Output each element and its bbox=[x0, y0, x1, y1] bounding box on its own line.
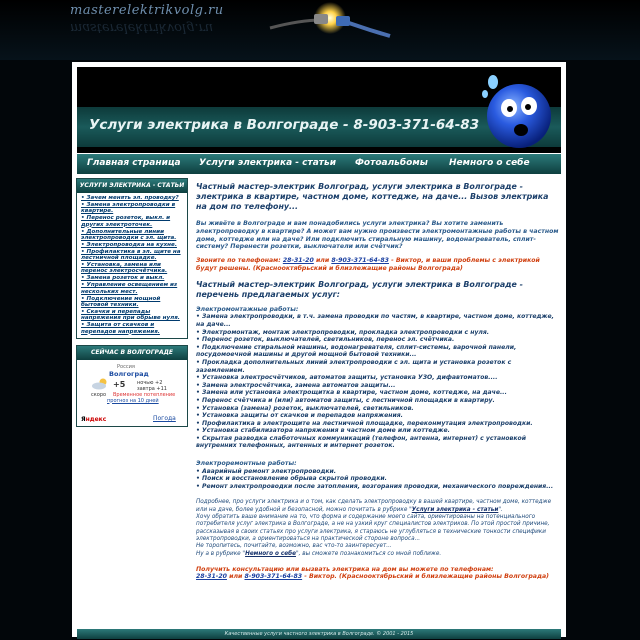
weather-warning: Временное потепление bbox=[113, 391, 176, 398]
list-item: • Аварийный ремонт электропроводки. bbox=[196, 468, 560, 476]
list-item: • Замена электропроводки, в т.ч. замена проводки по частям, в квартире, частном доме, коттедже, на даче... bbox=[196, 313, 560, 328]
sidebar-article-link[interactable]: • Управление освещением из нескольких мест. bbox=[81, 282, 184, 295]
page-container bbox=[72, 62, 566, 637]
weather-forecast-link[interactable]: прогноз на 10 дней bbox=[107, 397, 159, 404]
nav-articles[interactable]: Услуги электрика - статьи bbox=[199, 158, 336, 168]
list-item: • Установка (замена) розеток, выключателей, светильников. bbox=[196, 405, 560, 413]
list-item: • Ремонт электропроводки после затопления, возгорания проводки, механического повреждения... bbox=[196, 483, 560, 491]
list-item: • Скрытая разводка слаботочных коммуникаций (телефон, антенна, интернет) с установкой внутренних телефонных, антенных и интернет розеток. bbox=[196, 435, 560, 450]
sidebar-article-link[interactable]: • Установка, замена или перенос электросчётчика. bbox=[81, 262, 184, 275]
site-logo[interactable]: masterelektrikvolg.ru bbox=[70, 3, 224, 18]
call-or: или bbox=[313, 257, 332, 265]
body3-text: Не торопитесь, почитайте, возможно, вас что-то заинтересует... bbox=[196, 543, 392, 550]
top-banner bbox=[0, 0, 640, 60]
weather-country: Россия bbox=[117, 363, 135, 370]
final-suffix: - Виктор. (Краснооктябрьский и близлежащие районы Волгограда) bbox=[302, 573, 549, 581]
list-item: • Замена электросчётчика, замена автоматов защиты... bbox=[196, 382, 560, 390]
call-suffix: - Виктор, и ваши проблемы с электрикой будут решены. (Краснооктябрьский и близлежащие районы Волгограда) bbox=[196, 257, 540, 272]
call-prefix: Звоните по телефонам: bbox=[196, 257, 283, 265]
sidebar-article-link[interactable]: • Замена розеток и выкл. bbox=[81, 275, 184, 281]
weather-link[interactable]: Погода bbox=[153, 414, 176, 422]
sidebar-article-link[interactable]: • Защита от скачков и перепадов напряжения. bbox=[81, 322, 184, 335]
body-paragraph bbox=[196, 499, 560, 557]
body1-text: Подробнее, про услуги электрика и о том, как сделать электропроводку в вашей квартире, частном доме, коттедже или на даче, более удобной и безопасной, можно почитать в рубрике " bbox=[196, 499, 552, 513]
list-item: • Подключение стиральной машины, водонагревателя, сплит-системы, варочной панели, посудомоечной машины и другой мощной бытовой техники... bbox=[196, 344, 560, 359]
list-item: • Прокладка дополнительных линий электропроводки с эл. щита и установка розеток с заземлением. bbox=[196, 359, 560, 374]
sidebar-article-link[interactable]: • Электропроводка на кухне. bbox=[81, 242, 184, 248]
main-content bbox=[196, 182, 560, 581]
cloud-sun-icon bbox=[91, 378, 109, 390]
weather-city: Волгоград bbox=[109, 369, 149, 378]
install-title: Электромонтажные работы: bbox=[196, 305, 299, 313]
body2-text: Хочу обратить ваше внимание на то, что форма и содержание моего сайта, ориентированы на потенциального потребителя услуг электрика в Волгограде, а не на узкий круг специалистов электриков. По этой простой причине, рассказывая в своих статьях про услуги электрика, я стараюсь не углубляться в технические тонкости специфики электропроводки, а ориентироваться на практической стороне вопроса... bbox=[196, 514, 550, 542]
final-phone-1[interactable]: 28-31-20 bbox=[196, 573, 227, 581]
list-item: • Установка стабилизатора напряжения в частном доме или коттедже. bbox=[196, 427, 560, 435]
surprised-smiley-icon bbox=[477, 72, 557, 152]
nav-home[interactable]: Главная страница bbox=[87, 158, 181, 168]
weather-temp: +5 bbox=[113, 379, 126, 389]
footer: Качественные услуги частного электрика в Волгограде. © 2001 - 2015 bbox=[77, 629, 561, 639]
electric-plug-icon bbox=[250, 0, 400, 50]
sidebar-article-link[interactable]: • Замена электропроводки в квартире. bbox=[81, 202, 184, 215]
weather-soon: скоро bbox=[91, 391, 107, 398]
list-item: • Замена или установка электрощитка в квартире, частном доме, коттедже, на даче... bbox=[196, 389, 560, 397]
call-to-action bbox=[196, 257, 560, 273]
weather-tomorrow: завтра +11 bbox=[137, 385, 167, 392]
nav-about[interactable]: Немного о себе bbox=[449, 158, 530, 168]
list-item: • Перенос счётчика и (или) автоматов защиты, с лестничной площадки в квартиру. bbox=[196, 397, 560, 405]
weather-night: ночью +2 bbox=[137, 379, 163, 386]
sidebar bbox=[76, 178, 188, 433]
list-item: • Перенос розеток, выключателей, светильников, перенос эл. счётчика. bbox=[196, 336, 560, 344]
articles-link[interactable]: Услуги электрика - статьи bbox=[411, 506, 499, 513]
phone-link-2[interactable]: 8-903-371-64-83 bbox=[331, 257, 389, 265]
hero-banner bbox=[77, 67, 561, 153]
sidebar-article-link[interactable]: • Подключение мощной бытовой техники. bbox=[81, 296, 184, 309]
final-or: или bbox=[226, 573, 245, 581]
content-heading: Частный мастер-электрик Волгоград, услуги электрика в Волгограде - электрика в квартире, частном доме, коттедже, на даче... Вызов электрика на дом по телефону... bbox=[196, 182, 549, 211]
sidebar-article-link[interactable]: • Перенос розеток, выкл. и других электроточек. bbox=[81, 215, 184, 228]
weather-block-title: СЕЙЧАС В ВОЛГОГРАДЕ bbox=[77, 346, 187, 360]
nav-photoalbums[interactable]: Фотоальбомы bbox=[355, 158, 428, 168]
weather-block bbox=[76, 345, 188, 427]
services-heading: Частный мастер-электрик Волгоград, услуги электрика в Волгограде - перечень предлагаемых услуг: bbox=[196, 279, 523, 299]
final-call bbox=[196, 566, 560, 581]
articles-block bbox=[76, 178, 188, 339]
sidebar-article-link[interactable]: • Скачки и перепады напряжения при обрыве нуля. bbox=[81, 309, 184, 322]
yandex-logo[interactable]: Яндекс bbox=[81, 415, 107, 423]
sidebar-article-link[interactable]: • Профилактика в эл. щите на лестничной площадке. bbox=[81, 249, 184, 262]
about-link[interactable]: Немного о себе bbox=[245, 550, 296, 557]
final-phone-2[interactable]: 8-903-371-64-83 bbox=[244, 573, 303, 581]
list-item: • Установка электросчётчиков, автоматов защиты, установка УЗО, дифавтоматов.... bbox=[196, 374, 560, 382]
weather-widget[interactable] bbox=[77, 360, 187, 426]
list-item: • Поиск и восстановление обрыва скрытой проводки. bbox=[196, 475, 560, 483]
list-item: • Профилактика в электрощите на лестничной площадке, переконмутация электропроводки. bbox=[196, 420, 560, 428]
site-logo-reflection: masterelektrikvolg.ru bbox=[70, 20, 214, 35]
body4-suffix: ", вы сможете познакомиться со мной поближе. bbox=[295, 550, 442, 557]
page-title: Услуги электрика в Волгограде - 8-903-371-64-83 bbox=[89, 117, 480, 133]
body1-end: ". bbox=[498, 506, 503, 513]
main-nav bbox=[77, 154, 561, 174]
repair-list bbox=[196, 468, 560, 491]
articles-block-title: УСЛУГИ ЭЛЕКТРИКА - СТАТЬИ bbox=[77, 179, 187, 193]
sidebar-article-link[interactable]: • Зачем менять эл. проводку? bbox=[81, 195, 184, 201]
install-list bbox=[196, 313, 560, 450]
sidebar-article-link[interactable]: • Дополнительные линии электропроводки с эл. щита. bbox=[81, 229, 184, 242]
body4-prefix: Ну а в рубрике " bbox=[196, 550, 246, 557]
phone-link-1[interactable]: 28-31-20 bbox=[282, 257, 314, 265]
repair-title: Электроремонтные работы: bbox=[196, 460, 297, 468]
articles-list bbox=[77, 193, 187, 338]
list-item: • Установка защиты от скачков и перепадов напряжения. bbox=[196, 412, 560, 420]
list-item: • Электромонтаж, монтаж электропроводки, прокладка электропроводки с нуля. bbox=[196, 329, 560, 337]
intro-question: Вы живёте в Волгограде и вам понадобились услуги электрика? Вы хотите заменить электропроводку в квартире? А может вам нужно произвести электромонтажные работы в частном доме, коттедже или на даче? Или подключить стиральную машину, водонагреватель, сплит-систему? Перенести розетки, выключатели или счётчик? bbox=[196, 220, 559, 251]
final-line: Получить консультацию или вызвать электрика на дом вы можете по телефонам: bbox=[196, 565, 494, 573]
